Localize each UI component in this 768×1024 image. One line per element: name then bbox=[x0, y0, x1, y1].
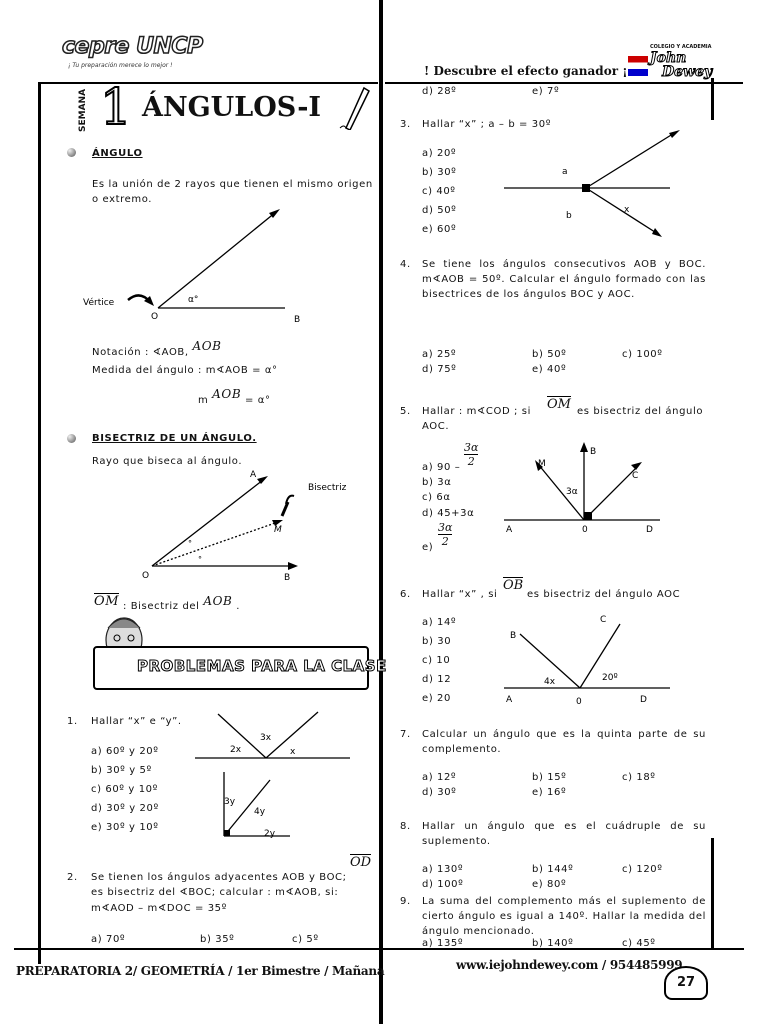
p3-opt-a[interactable]: a) 20º bbox=[422, 148, 457, 159]
p5-frac-e-den: 2 bbox=[441, 535, 449, 548]
point-o-label: O bbox=[142, 571, 150, 581]
p1-opt-d[interactable]: d) 30º y 20º bbox=[91, 803, 159, 814]
p3-text: Hallar “x” ; a – b = 30º bbox=[422, 119, 552, 130]
p7-num: 7. bbox=[400, 729, 411, 740]
p2-line1-text: Se tienen los ángulos adyacentes AOB y BOC; bbox=[91, 872, 347, 883]
p5-opt-d[interactable]: d) 45+3α bbox=[422, 508, 475, 519]
p4-num: 4. bbox=[400, 259, 411, 270]
p5-opt-e[interactable]: e) bbox=[422, 542, 434, 553]
point-o-label: O bbox=[151, 312, 159, 322]
medida: Medida del ángulo : m∢AOB = α° bbox=[92, 365, 278, 376]
bisectriz-heading: BISECTRIZ DE UN ÁNGULO. bbox=[92, 433, 257, 444]
p3-x: x bbox=[624, 205, 630, 215]
p3-opt-c[interactable]: c) 40º bbox=[422, 186, 456, 197]
p4-opt-e[interactable]: e) 40º bbox=[532, 364, 567, 375]
p5-ang: 3α bbox=[566, 487, 578, 497]
footer-tick-left bbox=[38, 940, 41, 964]
notation bbox=[92, 339, 222, 360]
right-logo-name1: John bbox=[650, 50, 687, 66]
p1-text: Hallar “x” e “y”. bbox=[91, 716, 182, 727]
right-margin-rule bbox=[711, 838, 714, 948]
p1-opt-b[interactable]: b) 30º y 5º bbox=[91, 765, 152, 776]
p5-o: 0 bbox=[582, 525, 588, 535]
notation-text: Notación : ∢AOB, bbox=[92, 347, 189, 358]
bisectriz-label: Bisectriz bbox=[308, 483, 347, 493]
p1-2y: 2y bbox=[264, 829, 276, 839]
p5-opt-b[interactable]: b) 3α bbox=[422, 477, 452, 488]
problems-banner bbox=[93, 646, 387, 690]
p2-opt-c[interactable]: c) 5º bbox=[292, 934, 319, 945]
p3-num: 3. bbox=[400, 119, 411, 130]
p5-c: C bbox=[632, 471, 639, 481]
banner-text: PROBLEMAS PARA LA CLASE bbox=[137, 657, 387, 675]
p1-x: x bbox=[290, 747, 296, 757]
p6-opt-b[interactable]: b) 30 bbox=[422, 636, 452, 647]
p7-opt-e[interactable]: e) 16º bbox=[532, 787, 567, 798]
p6-20: 20º bbox=[602, 673, 618, 683]
bullet-icon bbox=[67, 434, 76, 443]
p6-b: B bbox=[510, 631, 517, 641]
point-m-label: M bbox=[274, 525, 282, 535]
om-dot: . bbox=[236, 601, 240, 612]
p8-opt-c[interactable]: c) 120º bbox=[622, 864, 663, 875]
p2-line1 bbox=[91, 870, 376, 885]
p3-opt-b[interactable]: b) 30º bbox=[422, 167, 457, 178]
cepre-logo-tagline: ¡ Tu preparación merece lo mejor ! bbox=[68, 62, 173, 69]
p5-a: A bbox=[506, 525, 513, 535]
p6-a: A bbox=[506, 695, 513, 705]
p9-opt-b[interactable]: b) 140º bbox=[532, 938, 574, 949]
p5-frac-e-num: 3α bbox=[438, 521, 453, 534]
cepre-logo bbox=[62, 34, 210, 74]
bullet-icon bbox=[67, 148, 76, 157]
p6-num: 6. bbox=[400, 589, 411, 600]
p8-opt-a[interactable]: a) 130º bbox=[422, 864, 464, 875]
m-suffix: = α° bbox=[245, 395, 271, 406]
p4-opt-c[interactable]: c) 100º bbox=[622, 349, 663, 360]
left-margin-rule bbox=[38, 82, 41, 962]
p5-frac-a-den: 2 bbox=[467, 455, 475, 468]
alpha-label: α° bbox=[188, 295, 199, 305]
p5-vec: OM bbox=[547, 397, 571, 412]
notation-vec: AOB bbox=[192, 339, 222, 353]
p9-text: La suma del complemento más el suplemento de cierto ángulo es igual a 140º. Hallar la medida del ángulo mencionado. bbox=[422, 896, 706, 937]
p1-3x: 3x bbox=[260, 733, 272, 743]
p5-opt-c[interactable]: c) 6α bbox=[422, 492, 451, 503]
vertex-label: Vértice bbox=[83, 298, 115, 308]
p5-m: M bbox=[538, 459, 546, 469]
p3-figure bbox=[500, 128, 700, 240]
p2-opt-a[interactable]: a) 70º bbox=[91, 934, 126, 945]
p2-vec: OD bbox=[350, 855, 372, 870]
om-text: : Bisectriz del bbox=[122, 601, 200, 612]
p6-opt-a[interactable]: a) 14º bbox=[422, 617, 457, 628]
semana-number: 1 bbox=[100, 78, 132, 136]
angle-figure bbox=[80, 204, 320, 326]
bisector-figure bbox=[138, 468, 358, 586]
p5-frac-a bbox=[464, 441, 478, 468]
m-prefix: m bbox=[198, 395, 209, 406]
flag-icon bbox=[628, 56, 648, 76]
p2-line3: m∢AOD – m∢DOC = 35º bbox=[91, 903, 227, 914]
p5-t1: Hallar : m∢COD ; si bbox=[422, 406, 531, 417]
p6-d: D bbox=[640, 695, 647, 705]
p5-opt-a[interactable]: a) 90 – bbox=[422, 462, 461, 473]
p3-opt-d[interactable]: d) 50º bbox=[422, 205, 457, 216]
p9-opt-c[interactable]: c) 45º bbox=[622, 938, 656, 949]
p2-opt-b[interactable]: b) 35º bbox=[200, 934, 235, 945]
cepre-logo-text: cepre UNCP bbox=[62, 34, 203, 59]
p5-figure bbox=[500, 440, 680, 540]
m-vec: AOB bbox=[212, 387, 242, 401]
p5-d: D bbox=[646, 525, 653, 535]
p6-figure bbox=[500, 608, 680, 708]
pencil-icon bbox=[336, 84, 370, 130]
semana-label: SEMANA bbox=[78, 88, 88, 132]
footer-right: www.iejohndewey.com / 954485999 bbox=[456, 958, 683, 972]
p7-text: Calcular un ángulo que es la quinta parte de su complemento. bbox=[422, 729, 706, 755]
p4-opt-a[interactable]: a) 25º bbox=[422, 349, 457, 360]
p8-opt-e[interactable]: e) 80º bbox=[532, 879, 567, 890]
half-angle-1: ° bbox=[188, 539, 192, 548]
p7-opt-a[interactable]: a) 12º bbox=[422, 772, 457, 783]
p5-t2: es bisectriz del ángulo bbox=[577, 406, 704, 417]
p6-t2: es bisectriz del ángulo AOC bbox=[527, 589, 681, 600]
p1-4y: 4y bbox=[254, 807, 266, 817]
header-rule-left bbox=[38, 82, 378, 84]
p1-opt-a[interactable]: a) 60º y 20º bbox=[91, 746, 159, 757]
medida-alt bbox=[198, 387, 271, 408]
p7-opt-c[interactable]: c) 18º bbox=[622, 772, 656, 783]
p4-text: Se tiene los ángulos consecutivos AOB y BOC. m∢AOB = 50º. Calcular el ángulo formado con las bisectrices de los ángulos BOC y AOC. bbox=[422, 259, 706, 300]
bisectriz-definition: Rayo que biseca al ángulo. bbox=[92, 456, 243, 467]
p2-num: 2. bbox=[67, 872, 78, 883]
p3-a: a bbox=[562, 167, 568, 177]
page-title: ÁNGULOS-I bbox=[142, 92, 322, 123]
p6-vec: OB bbox=[503, 578, 524, 593]
angulo-definition: Es la unión de 2 rayos que tienen el mismo origen o extremo. bbox=[92, 179, 373, 205]
p6-t1: Hallar “x” , si bbox=[422, 589, 498, 600]
p8-text: Hallar un ángulo que es el cuádruple de su suplemento. bbox=[422, 821, 706, 847]
p8-opt-b[interactable]: b) 144º bbox=[532, 864, 574, 875]
p5-b: B bbox=[590, 447, 597, 457]
om-angle-vec: AOB bbox=[203, 594, 233, 608]
p6-opt-d[interactable]: d) 12 bbox=[422, 674, 452, 685]
p1-opt-c[interactable]: c) 60º y 10º bbox=[91, 784, 158, 795]
p8-opt-d[interactable]: d) 100º bbox=[422, 879, 464, 890]
p4-opt-d[interactable]: d) 75º bbox=[422, 364, 457, 375]
p5-num: 5. bbox=[400, 406, 411, 417]
p2-line2: es bisectriz del ∢BOC; calcular : m∢AOB, si: bbox=[91, 887, 339, 898]
p5-frac-a-num: 3α bbox=[464, 441, 479, 454]
right-top-tick bbox=[711, 78, 714, 120]
p3-b: b bbox=[566, 211, 572, 221]
om-vec: OM bbox=[94, 594, 120, 609]
point-b-label: B bbox=[284, 573, 291, 583]
p1-2x: 2x bbox=[230, 745, 242, 755]
p6-opt-e[interactable]: e) 20 bbox=[422, 693, 451, 704]
p1-figure bbox=[190, 708, 360, 842]
p5-t3: AOC. bbox=[422, 421, 450, 432]
slogan: ! Descubre el efecto ganador ¡ bbox=[424, 64, 628, 78]
p6-c: C bbox=[600, 615, 607, 625]
p1-num: 1. bbox=[67, 716, 78, 727]
prev-opt-d[interactable]: d) 28º bbox=[422, 86, 457, 97]
p8-num: 8. bbox=[400, 821, 411, 832]
p1-opt-e[interactable]: e) 30º y 10º bbox=[91, 822, 159, 833]
p3-opt-e[interactable]: e) 60º bbox=[422, 224, 457, 235]
center-divider bbox=[379, 0, 383, 1024]
p6-opt-c[interactable]: c) 10 bbox=[422, 655, 451, 666]
header-rule-right bbox=[385, 82, 743, 84]
p6-4x: 4x bbox=[544, 677, 556, 687]
angulo-heading: ÁNGULO bbox=[92, 148, 143, 159]
right-logo-top: COLEGIO Y ACADEMIA bbox=[650, 44, 712, 50]
right-logo-name2: Dewey bbox=[662, 64, 713, 80]
p7-opt-d[interactable]: d) 30º bbox=[422, 787, 457, 798]
point-b-label: B bbox=[294, 315, 301, 325]
page-number: 27 bbox=[676, 975, 696, 990]
prev-opt-e[interactable]: e) 7º bbox=[532, 86, 560, 97]
half-angle-2: ° bbox=[198, 555, 202, 564]
footer-left: PREPARATORIA 2/ GEOMETRÍA / 1er Bimestre / Mañana bbox=[16, 964, 385, 978]
p9-opt-a[interactable]: a) 135º bbox=[422, 938, 464, 949]
p6-o: 0 bbox=[576, 697, 582, 707]
p5-frac-e bbox=[438, 521, 452, 548]
p7-opt-b[interactable]: b) 15º bbox=[532, 772, 567, 783]
point-a-label: A bbox=[250, 470, 257, 480]
p4-opt-b[interactable]: b) 50º bbox=[532, 349, 567, 360]
page-number-badge bbox=[664, 966, 708, 1000]
john-dewey-logo bbox=[628, 44, 712, 82]
p1-3y: 3y bbox=[224, 797, 236, 807]
p9-num: 9. bbox=[400, 896, 411, 907]
